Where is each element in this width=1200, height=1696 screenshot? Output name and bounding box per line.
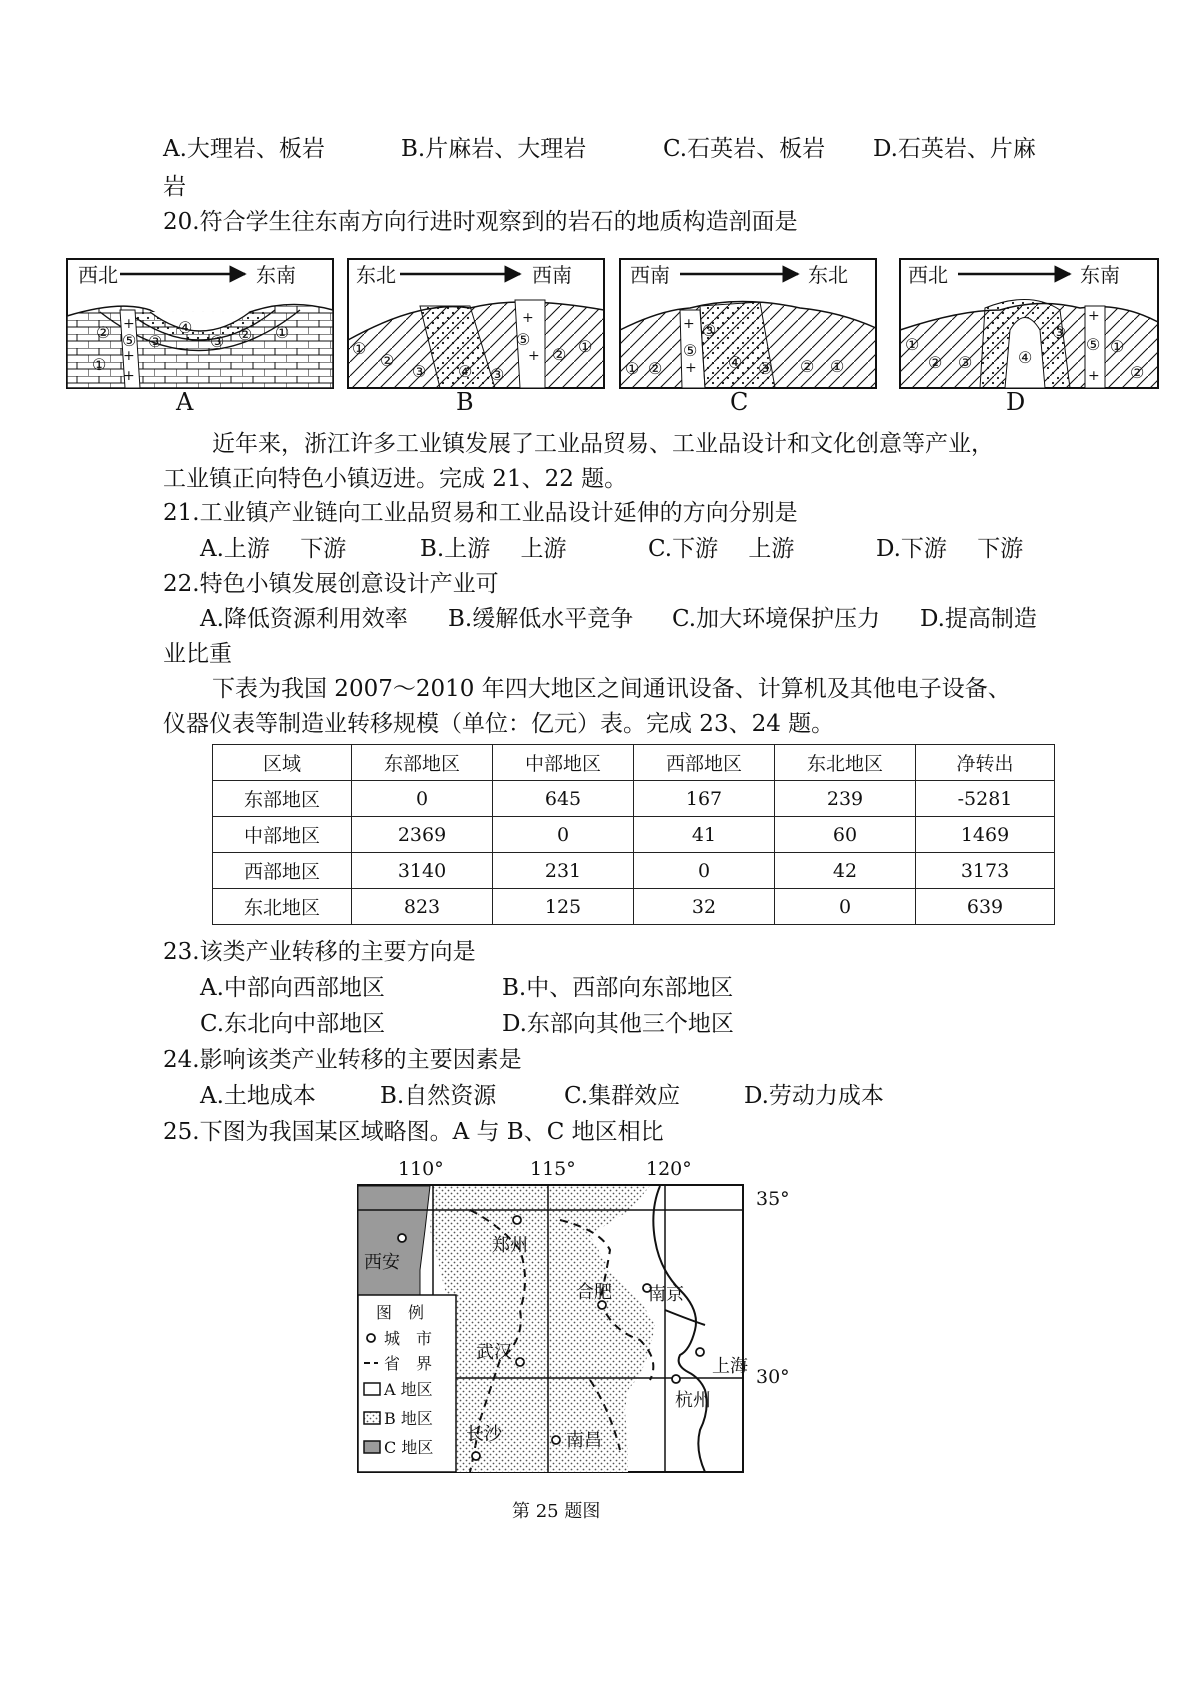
table-cell: 东北地区 xyxy=(213,889,352,925)
svg-text:①: ① xyxy=(905,335,920,354)
table-row xyxy=(213,781,1055,817)
q22-option-c[interactable]: C.加大环境保护压力 xyxy=(672,606,881,632)
diagram-c-left-dir: 西南 xyxy=(630,263,670,287)
table-cell: 1469 xyxy=(916,817,1055,853)
q22-option-d-wrap: 业比重 xyxy=(163,641,232,667)
table-cell: 西部地区 xyxy=(213,853,352,889)
q23-option-d[interactable]: D.东部向其他三个地区 xyxy=(502,1011,734,1037)
svg-text:①: ① xyxy=(92,355,107,374)
q19-option-a[interactable]: A.大理岩、板岩 xyxy=(163,136,325,162)
table-cell: 41 xyxy=(634,817,775,853)
q25-map xyxy=(0,1150,1200,1480)
table-row xyxy=(213,853,1055,889)
q24-option-b[interactable]: B.自然资源 xyxy=(380,1083,497,1109)
transfer-table xyxy=(212,744,1055,925)
city-nanchang: 南昌 xyxy=(566,1430,602,1451)
svg-text:③: ③ xyxy=(758,359,773,378)
svg-text:+: + xyxy=(528,348,540,364)
svg-text:+: + xyxy=(1088,368,1100,384)
table-cell: 0 xyxy=(493,817,634,853)
table-cell: 中部地区 xyxy=(213,817,352,853)
legend-city-symbol xyxy=(367,1334,375,1342)
svg-text:+: + xyxy=(123,316,135,332)
table-cell: 60 xyxy=(775,817,916,853)
q25-stem: 25.下图为我国某区域略图。A 与 B、C 地区相比 xyxy=(163,1119,664,1145)
table-row xyxy=(213,889,1055,925)
svg-text:+: + xyxy=(685,360,697,376)
legend-boundary: 省 界 xyxy=(384,1354,433,1373)
svg-text:②: ② xyxy=(800,357,815,376)
svg-text:②: ② xyxy=(1130,363,1145,382)
table-header-cell: 中部地区 xyxy=(493,745,634,781)
svg-text:④: ④ xyxy=(728,353,743,372)
table-cell: 167 xyxy=(634,781,775,817)
svg-text:③: ③ xyxy=(1052,323,1067,342)
svg-text:①: ① xyxy=(830,357,845,376)
table-cell: 2369 xyxy=(352,817,493,853)
q21-option-b[interactable]: B.上游 上游 xyxy=(420,536,567,562)
q24-option-a[interactable]: A.土地成本 xyxy=(200,1083,316,1109)
svg-text:①: ① xyxy=(275,323,290,342)
q22-option-a[interactable]: A.降低资源利用效率 xyxy=(200,606,408,632)
diagram-a-left-dir: 西北 xyxy=(78,263,118,287)
passage2-line2: 仪器仪表等制造业转移规模（单位：亿元）表。完成 23、24 题。 xyxy=(163,711,835,737)
svg-text:④: ④ xyxy=(1018,348,1033,367)
svg-text:+: + xyxy=(123,368,135,384)
q20-stem: 20.符合学生往东南方向行进时观察到的岩石的地质构造剖面是 xyxy=(163,209,798,235)
q23-stem: 23.该类产业转移的主要方向是 xyxy=(163,939,476,965)
svg-text:③: ③ xyxy=(210,332,225,351)
city-shanghai: 上海 xyxy=(712,1356,748,1377)
q24-stem: 24.影响该类产业转移的主要因素是 xyxy=(163,1047,522,1073)
lat-30: 30° xyxy=(756,1366,790,1388)
diagram-d-letter: D xyxy=(1006,388,1026,416)
q21-option-c[interactable]: C.下游 上游 xyxy=(648,536,795,562)
svg-text:③: ③ xyxy=(412,362,427,381)
svg-text:⑤: ⑤ xyxy=(683,341,698,360)
table-cell: 32 xyxy=(634,889,775,925)
diagram-b-right-dir: 西南 xyxy=(532,263,572,287)
table-header-cell: 区域 xyxy=(213,745,352,781)
table-header-cell: 东部地区 xyxy=(352,745,493,781)
table-cell: 231 xyxy=(493,853,634,889)
table-cell: 42 xyxy=(775,853,916,889)
diagram-c-letter: C xyxy=(730,388,749,416)
svg-text:⑤: ⑤ xyxy=(122,331,137,350)
q24-option-c[interactable]: C.集群效应 xyxy=(564,1083,681,1109)
city-xian: 西安 xyxy=(364,1252,400,1273)
table-cell: 645 xyxy=(493,781,634,817)
table-cell: 0 xyxy=(352,781,493,817)
q19-option-d-wrap: 岩 xyxy=(163,174,186,200)
table-cell: 239 xyxy=(775,781,916,817)
svg-text:④: ④ xyxy=(458,362,473,381)
passage2-line1: 下表为我国 2007～2010 年四大地区之间通讯设备、计算机及其他电子设备、 xyxy=(212,676,1011,702)
svg-text:②: ② xyxy=(96,323,111,342)
q24-option-d[interactable]: D.劳动力成本 xyxy=(744,1083,884,1109)
svg-text:②: ② xyxy=(238,325,253,344)
svg-text:②: ② xyxy=(928,353,943,372)
q25-caption: 第 25 题图 xyxy=(512,1501,601,1522)
table-row xyxy=(213,817,1055,853)
svg-text:③: ③ xyxy=(958,353,973,372)
q20-diagrams xyxy=(0,250,1200,430)
lon-120: 120° xyxy=(646,1158,692,1180)
city-zhengzhou: 郑州 xyxy=(492,1235,528,1256)
diagram-b[interactable] xyxy=(348,259,604,416)
table-cell: 0 xyxy=(775,889,916,925)
city-wuhan: 武汉 xyxy=(476,1342,512,1363)
lat-35: 35° xyxy=(756,1188,790,1210)
diagram-d[interactable] xyxy=(900,259,1158,416)
legend-a: A 地区 xyxy=(384,1380,433,1399)
city-changsha: 长沙 xyxy=(466,1424,502,1445)
svg-text:④: ④ xyxy=(178,318,193,337)
table-cell: 0 xyxy=(634,853,775,889)
table-cell: 639 xyxy=(916,889,1055,925)
svg-text:②: ② xyxy=(380,351,395,370)
svg-text:①: ① xyxy=(578,337,593,356)
q23-option-b[interactable]: B.中、西部向东部地区 xyxy=(502,975,734,1001)
q19-option-c[interactable]: C.石英岩、板岩 xyxy=(663,136,826,162)
svg-text:②: ② xyxy=(648,359,663,378)
table-cell: 125 xyxy=(493,889,634,925)
q22-option-b[interactable]: B.缓解低水平竞争 xyxy=(448,606,634,632)
svg-text:③: ③ xyxy=(148,332,163,351)
svg-text:+: + xyxy=(123,348,135,364)
diagram-c[interactable] xyxy=(620,259,876,416)
table-header-cell: 东北地区 xyxy=(775,745,916,781)
svg-text:⑤: ⑤ xyxy=(516,330,531,349)
svg-text:①: ① xyxy=(1110,337,1125,356)
lon-115: 115° xyxy=(530,1158,576,1180)
legend-b: B 地区 xyxy=(384,1409,433,1428)
svg-text:+: + xyxy=(1088,308,1100,324)
q23-option-c[interactable]: C.东北向中部地区 xyxy=(200,1011,386,1037)
q21-option-d[interactable]: D.下游 下游 xyxy=(876,536,1024,562)
svg-text:+: + xyxy=(683,316,695,332)
city-nanjing: 南京 xyxy=(648,1284,684,1305)
diagram-b-left-dir: 东北 xyxy=(356,263,396,287)
q19-option-d[interactable]: D.石英岩、片麻 xyxy=(873,136,1036,162)
diagram-b-letter: B xyxy=(456,388,474,416)
passage1-line2: 工业镇正向特色小镇迈进。完成 21、22 题。 xyxy=(163,466,628,492)
diagram-a[interactable] xyxy=(67,259,333,416)
passage1-line1: 近年来，浙江许多工业镇发展了工业品贸易、工业品设计和文化创意等产业， xyxy=(212,431,994,457)
q22-option-d[interactable]: D.提高制造 xyxy=(920,606,1037,632)
svg-text:+: + xyxy=(522,310,534,326)
city-hangzhou: 杭州 xyxy=(675,1390,711,1411)
diagram-c-right-dir: 东北 xyxy=(808,263,848,287)
svg-text:③: ③ xyxy=(490,365,505,384)
q21-stem: 21.工业镇产业链向工业品贸易和工业品设计延伸的方向分别是 xyxy=(163,500,798,526)
q19-option-b[interactable]: B.片麻岩、大理岩 xyxy=(401,136,587,162)
table-cell: -5281 xyxy=(916,781,1055,817)
table-cell: 823 xyxy=(352,889,493,925)
table-header-cell: 西部地区 xyxy=(634,745,775,781)
diagram-a-right-dir: 东南 xyxy=(256,263,296,287)
lon-110: 110° xyxy=(398,1158,444,1180)
diagram-a-letter: A xyxy=(176,388,194,416)
table-cell: 东部地区 xyxy=(213,781,352,817)
q21-option-a[interactable]: A.上游 下游 xyxy=(200,536,347,562)
q22-stem: 22.特色小镇发展创意设计产业可 xyxy=(163,571,499,597)
svg-text:②: ② xyxy=(552,345,567,364)
legend-title: 图 例 xyxy=(376,1303,425,1322)
table-header-row xyxy=(213,745,1055,781)
table-cell: 3140 xyxy=(352,853,493,889)
city-hefei: 合肥 xyxy=(576,1282,612,1303)
svg-text:①: ① xyxy=(352,339,367,358)
svg-text:③: ③ xyxy=(702,321,717,340)
svg-text:①: ① xyxy=(625,359,640,378)
diagram-d-right-dir: 东南 xyxy=(1080,263,1120,287)
table-header-cell: 净转出 xyxy=(916,745,1055,781)
q23-option-a[interactable]: A.中部向西部地区 xyxy=(200,975,385,1001)
table-cell: 3173 xyxy=(916,853,1055,889)
legend-c: C 地区 xyxy=(384,1438,434,1457)
svg-text:⑤: ⑤ xyxy=(1086,335,1101,354)
legend-city: 城 市 xyxy=(384,1329,433,1348)
diagram-d-left-dir: 西北 xyxy=(908,263,948,287)
